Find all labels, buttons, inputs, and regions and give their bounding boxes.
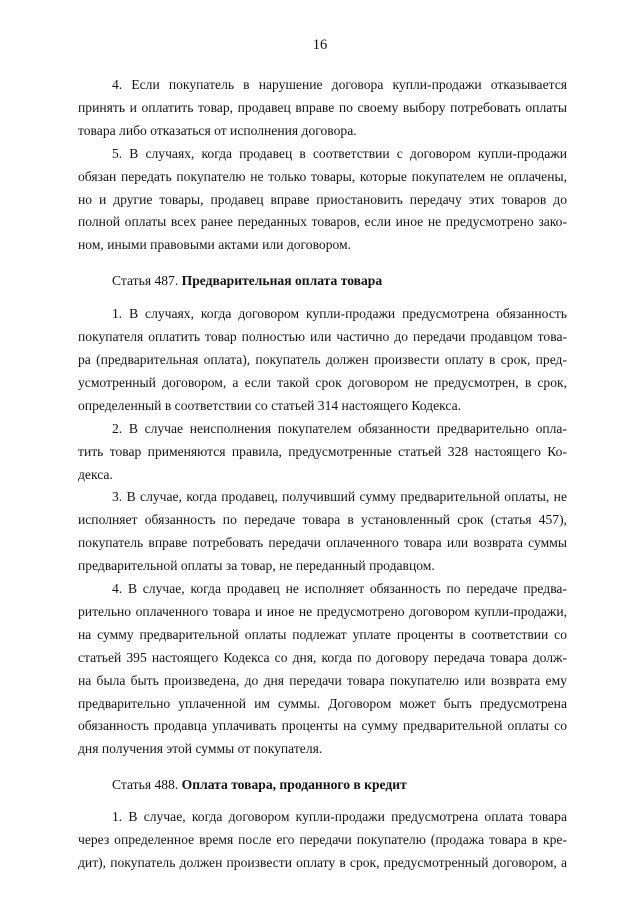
paragraph-line: статьей 395 настоящего Кодекса со дня, когда по договору передача товара долж- xyxy=(78,649,567,665)
article-number: Статья 488. xyxy=(112,777,179,793)
paragraph-5-suspension xyxy=(78,143,567,258)
paragraph-line: принять и оплатить товар, продавец вправе по своему выбору потребовать оплаты xyxy=(78,99,567,115)
paragraph-4-refusal xyxy=(78,74,567,143)
document-body xyxy=(78,74,567,875)
paragraph-line: 1. В случаях, когда договором купли-продажи предусмотрена обязанность xyxy=(112,306,567,322)
article-number: Статья 487. xyxy=(112,273,179,289)
paragraph-line: предварительной оплаты за товар, не переданный продавцом. xyxy=(78,558,435,574)
article-487-paragraph-1 xyxy=(78,303,567,418)
paragraph-line: обязан передать покупателю не только товары, которые покупателем не оплачены, xyxy=(78,168,567,184)
paragraph-line: товара либо отказаться от исполнения договора. xyxy=(78,122,357,138)
paragraph-line: 4. Если покупатель в нарушение договора купли-продажи отказывается xyxy=(112,77,567,92)
article-488-paragraph-1 xyxy=(78,806,567,875)
paragraph-line: покупателя оплатить товар полностью или частично до передачи продавцом това- xyxy=(78,329,567,345)
paragraph-line: определенный в соответствии со статьей 314 настоящего Кодекса. xyxy=(78,397,462,413)
paragraph-line: 3. В случае, когда продавец, получивший сумму предварительной оплаты, не xyxy=(112,489,567,505)
article-488-heading xyxy=(78,774,567,797)
paragraph-line: на сумму предварительной оплаты подлежат уплате проценты в соответствии со xyxy=(78,626,567,642)
paragraph-line: декса. xyxy=(78,466,113,482)
paragraph-line: но и другие товары, продавец вправе приостановить передачу этих товаров до xyxy=(78,191,567,207)
paragraph-line: на была быть произведена, до дня передачи товара покупателю или возврата ему xyxy=(78,672,567,688)
paragraph-line: ра (предварительная оплата), покупатель должен произвести оплату в срок, пред- xyxy=(78,351,567,367)
article-487-paragraph-4 xyxy=(78,578,567,761)
paragraph-line: усмотренный договором, а если такой срок договором не предусмотрен, в срок, xyxy=(78,374,567,390)
page-number: 16 xyxy=(312,37,328,53)
article-487-paragraph-3 xyxy=(78,486,567,578)
paragraph-line: покупатель вправе потребовать передачи оплаченного товара или возврата суммы xyxy=(78,535,567,551)
article-title: Предварительная оплата товара xyxy=(181,273,383,289)
paragraph-line: 1. В случае, когда договором купли-продажи предусмотрена оплата товара xyxy=(112,809,567,825)
paragraph-line: предварительно уплаченной им суммы. Договором может быть предусмотрена xyxy=(78,695,567,711)
paragraph-line: 4. В случае, когда продавец не исполняет обязанность по передаче предва- xyxy=(112,581,567,597)
paragraph-line: обязанность продавца уплачивать проценты на сумму предварительной оплаты со xyxy=(78,718,567,734)
paragraph-line: дня получения этой суммы от покупателя. xyxy=(78,741,323,757)
article-487-heading xyxy=(78,270,567,293)
article-487-paragraph-2 xyxy=(78,418,567,487)
paragraph-line: дит), покупатель должен произвести оплату в срок, предусмотренный договором, а xyxy=(78,855,567,870)
paragraph-line: рительно оплаченного товара и иное не предусмотрено договором купли-продажи, xyxy=(78,603,567,619)
article-title: Оплата товара, проданного в кредит xyxy=(181,777,407,793)
paragraph-line: ном, иными правовыми актами или договором. xyxy=(78,237,352,253)
paragraph-line: полной оплаты всех ранее переданных товаров, если иное не предусмотрено зако- xyxy=(78,214,567,230)
paragraph-line: 5. В случаях, когда продавец в соответствии с договором купли-продажи xyxy=(112,145,567,161)
paragraph-line: тить товар применяются правила, предусмотренные статьей 328 настоящего Ко- xyxy=(78,443,567,459)
paragraph-line: через определенное время после его передачи покупателю (продажа товара в кре- xyxy=(78,832,567,848)
paragraph-line: 2. В случае неисполнения покупателем обязанности предварительно опла- xyxy=(112,420,567,436)
paragraph-line: исполняет обязанность по передаче товара в установленный срок (статья 457), xyxy=(78,512,567,528)
